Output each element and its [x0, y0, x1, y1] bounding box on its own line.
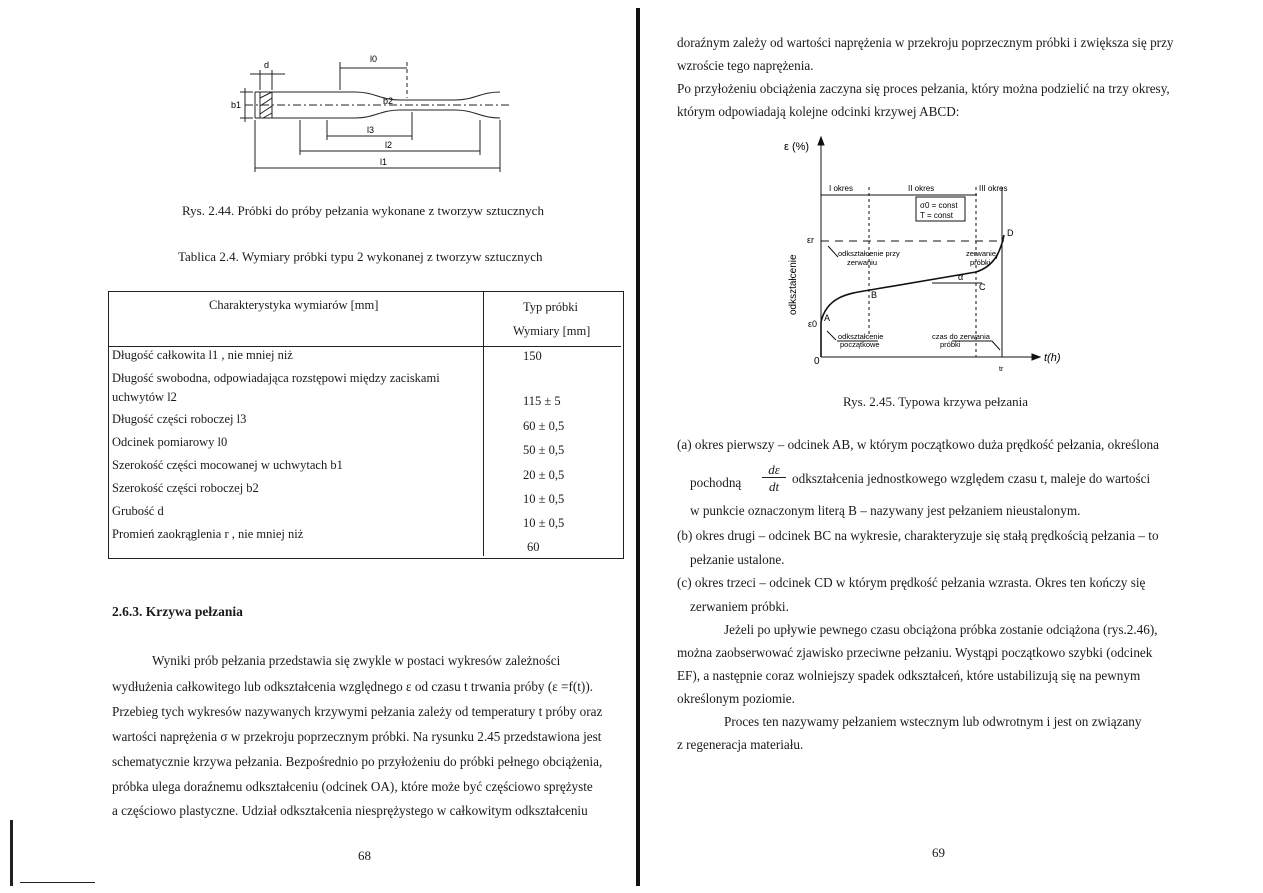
- label-d: d: [264, 60, 270, 70]
- x-axis-arrow: [1032, 354, 1040, 360]
- label-l0: l0: [370, 54, 378, 64]
- table-header-dimensions: Wymiary [mm]: [513, 324, 591, 338]
- break-label: próbki: [970, 258, 991, 267]
- x-axis-label: t(h): [1044, 352, 1061, 364]
- y-axis-title: odkształcenie: [788, 254, 799, 315]
- book-spine: [636, 8, 640, 886]
- time-to-rupture-label: próbki: [940, 340, 961, 349]
- intro-line: wzroście tego naprężenia.: [677, 58, 814, 73]
- paragraph-line: a częściowo plastyczne. Udział odkształcenia niesprężystego w całkowitym odkształceniu: [112, 803, 588, 818]
- y-axis-arrow: [818, 137, 824, 145]
- table-row-name: Odcinek pomiarowy l0: [112, 435, 228, 449]
- figure-2-45-caption: Rys. 2.45. Typowa krzywa pełzania: [843, 394, 1028, 409]
- rupture-strain-label: zerwaniu: [847, 258, 878, 267]
- creep-curve-chart: [782, 135, 1082, 375]
- paragraph-line: określonym poziomie.: [677, 691, 795, 706]
- item-a-line: w punkcie oznaczonym literą B – nazywany jest pełzaniem nieustalonym.: [690, 503, 1081, 518]
- section-heading: 2.6.3. Krzywa pełzania: [112, 604, 243, 619]
- item-c-line: zerwaniem próbki.: [690, 599, 789, 614]
- point-d-label: D: [1007, 228, 1014, 238]
- table-row-value: 115 ± 5: [523, 394, 561, 408]
- item-a-line: odkształcenia jednostkowego względem czasu t, maleje do wartości: [792, 471, 1151, 486]
- table-row-name: Szerokość części roboczej b2: [112, 481, 259, 495]
- derivative-fraction: [762, 462, 786, 495]
- paragraph-line: próbka ulega doraźnemu odkształceniu (odcinek OA), które może być częściowo sprężyste: [112, 779, 593, 794]
- label-l2: l2: [385, 140, 393, 150]
- table-row-value: 20 ± 0,5: [523, 468, 565, 482]
- table-row-value: 50 ± 0,5: [523, 443, 565, 457]
- t-r-label: tr: [999, 366, 1004, 373]
- paragraph-line: schematycznie krzywa pełzania. Bezpośrednio po przyłożeniu do próbki pełnego obciążenia,: [112, 754, 603, 769]
- item-a-pochodna: pochodną: [690, 475, 742, 490]
- item-a-line: (a) okres pierwszy – odcinek AB, w którym początkowo duża prędkość pełzania, określona: [677, 437, 1159, 452]
- rupture-strain-label: odkształcenie przy: [838, 249, 900, 258]
- paragraph-line: z regeneracja materiału.: [677, 737, 804, 752]
- page-number-left: 68: [358, 848, 371, 863]
- point-b-label: B: [871, 290, 878, 300]
- page-number-right: 69: [932, 845, 945, 860]
- y-axis-label: ε (%): [784, 141, 810, 153]
- period-2-label: II okres: [908, 184, 935, 193]
- initial-strain-label: odkształcenie: [838, 332, 884, 341]
- intro-line: doraźnym zależy od wartości naprężenia w przekroju poprzecznym próbki i zwiększa się przy: [677, 35, 1174, 50]
- table-2-4-caption: Tablica 2.4. Wymiary próbki typu 2 wykonanej z tworzyw sztucznych: [178, 249, 543, 264]
- table-header-divider: [109, 346, 621, 347]
- fraction-numerator: dε: [762, 462, 786, 478]
- box-temperature-label: T = const: [920, 211, 953, 220]
- table-header-type: Typ próbki: [523, 300, 579, 314]
- figure-2-44-caption: Rys. 2.44. Próbki do próby pełzania wykonane z tworzyw sztucznych: [182, 203, 544, 218]
- label-l3: l3: [367, 125, 375, 135]
- table-row-name: Grubość d: [112, 504, 164, 518]
- table-row-name: Długość całkowita l1 , nie mniej niż: [112, 348, 293, 362]
- box-sigma-label: σ0 = const: [920, 201, 958, 210]
- eps-0-label: ε0: [808, 319, 818, 329]
- table-row-value: 10 ± 0,5: [523, 516, 565, 530]
- initial-strain-label: początkowe: [840, 340, 880, 349]
- paragraph-line: Przebieg tych wykresów nazywanych krzywymi pełzania zależy od temperatury t próby oraz: [112, 704, 603, 719]
- paragraph-line: wartości naprężenia σ w przekroju poprzecznym próbki. Na rysunku 2.45 przedstawiona jest: [112, 729, 602, 744]
- table-header-characteristic: Charakterystyka wymiarów [mm]: [209, 298, 379, 312]
- table-row-value: 60 ± 0,5: [523, 419, 565, 433]
- table-row-value: 10 ± 0,5: [523, 492, 565, 506]
- paragraph-line: wydłużenia całkowitego lub odkształcenia względnego ε od czasu t trwania próby (ε =f(t)).: [112, 679, 594, 694]
- point-a-label: A: [824, 313, 831, 323]
- table-row-value: 60: [527, 540, 540, 554]
- paragraph-line: EF), a następnie coraz wolniejszy spadek odkształceń, które ustabilizują się na pewnym: [677, 668, 1141, 683]
- table-row-name: Długość części roboczej l3: [112, 412, 247, 426]
- dimensions-table: [108, 291, 624, 559]
- break-label: zerwanie: [966, 249, 997, 258]
- paragraph-line: Proces ten nazywamy pełzaniem wstecznym lub odwrotnym i jest on związany: [724, 714, 1142, 729]
- label-l1: l1: [380, 157, 388, 167]
- time-to-rupture-label: czas do zerwania: [932, 332, 990, 341]
- table-row-name: Szerokość części mocowanej w uchwytach b1: [112, 458, 343, 472]
- table-row-value: 150: [523, 349, 542, 363]
- paragraph-line: Jeżeli po upływie pewnego czasu obciążona próbka zostanie odciążona (rys.2.46),: [724, 622, 1158, 637]
- eps-r-label: εr: [807, 235, 815, 245]
- label-b2: b2: [383, 96, 394, 106]
- alpha-label: α: [958, 272, 964, 282]
- item-c-line: (c) okres trzeci – odcinek CD w którym prędkość pełzania wzrasta. Okres ten kończy się: [677, 575, 1146, 590]
- period-3-label: III okres: [979, 184, 1008, 193]
- item-b-line: (b) okres drugi – odcinek BC na wykresie, charakteryzuje się stałą prędkością pełzania – to: [677, 528, 1159, 543]
- point-c-label: C: [979, 282, 986, 292]
- origin-label: 0: [814, 356, 820, 367]
- table-column-divider: [483, 292, 484, 556]
- paragraph-line: Wyniki prób pełzania przedstawia się zwykle w postaci wykresów zależności: [152, 653, 561, 668]
- fraction-denominator: dt: [768, 479, 780, 494]
- right-page: [642, 0, 1263, 893]
- table-row-name: Promień zaokrąglenia r , nie mniej niż: [112, 527, 304, 541]
- item-b-line: pełzanie ustalone.: [690, 552, 785, 567]
- table-row-name: uchwytów l2: [112, 390, 177, 404]
- intro-line: którym odpowiadają kolejne odcinki krzywej ABCD:: [677, 104, 960, 119]
- paragraph-line: można zaobserwować zjawisko przeciwne pełzaniu. Wystąpi początkowo szybki (odcinek: [677, 645, 1153, 660]
- period-1-label: I okres: [829, 184, 854, 193]
- specimen-drawing: [225, 40, 515, 190]
- intro-line: Po przyłożeniu obciążenia zaczyna się proces pełzania, który można podzielić na trzy okresy,: [677, 81, 1170, 96]
- table-row-name: Długość swobodna, odpowiadająca rozstępowi między zaciskami: [112, 371, 440, 385]
- label-b1: b1: [231, 100, 242, 110]
